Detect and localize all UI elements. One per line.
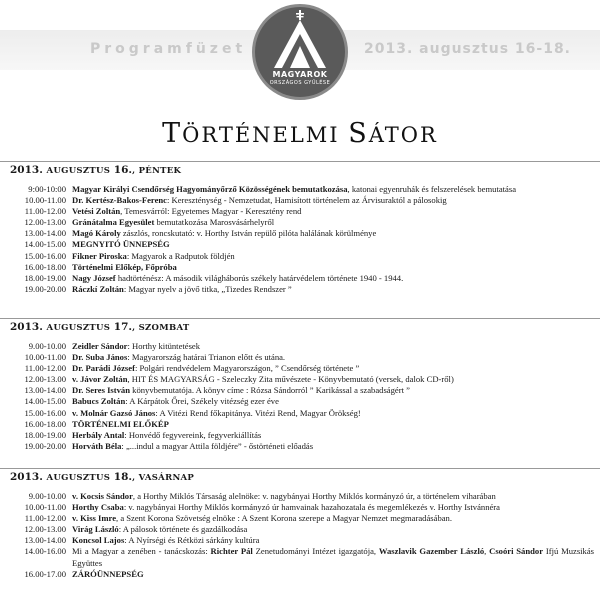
event-dates: 2013. augusztus 16-18.: [364, 41, 572, 57]
time-slot: 18.00-19.00: [24, 272, 66, 283]
schedule-item: [0, 239, 600, 250]
time-slot: 16.00-18.00: [24, 418, 66, 429]
time-slot: 9.00-10.00: [28, 491, 66, 501]
item-description: TÖRTÉNELMI ELŐKÉP: [72, 418, 169, 429]
schedule-item: [0, 251, 600, 262]
schedule-item: [0, 502, 600, 513]
item-description: Herbály Antal: Honvédő fegyvereink, fegyverkiállítás: [72, 429, 262, 440]
time-slot: 12.00-13.00: [24, 524, 66, 535]
schedule-item: [0, 374, 600, 385]
day-divider: [0, 318, 600, 319]
time-slot: 12.00-13.00: [24, 217, 66, 228]
item-description: Történelmi Előkép, Főpróba: [72, 261, 177, 272]
time-slot: 13.00-14.00: [24, 385, 66, 396]
schedule-item: [0, 363, 600, 374]
time-slot: 9.00-10.00: [28, 341, 66, 351]
time-slot: 14.00-15.00: [24, 396, 66, 407]
time-slot: 10.00-11.00: [24, 195, 66, 206]
time-slot: 13.00-14.00: [24, 535, 66, 546]
day-heading: 2013. AUGUSZTUS 16., PÉNTEK: [10, 164, 182, 176]
schedule-item: [0, 524, 600, 535]
time-slot: 12.00-13.00: [24, 374, 66, 385]
item-description: v. Molnár Gazsó János: A Vitézi Rend főkapitánya. Vitézi Rend, Magyar Örökség!: [72, 407, 361, 418]
item-description: Fikner Piroska: Magyarok a Radputok földjén: [72, 250, 235, 261]
program-label: Programfüzet: [90, 41, 247, 57]
item-description: Nagy József hadtörténész: A második világháborús székely határvédelem története 1940 - 1944.: [72, 272, 404, 283]
schedule-item: [0, 491, 600, 502]
schedule-list: [0, 491, 600, 580]
time-slot: 11.00-12.00: [24, 363, 66, 374]
time-slot: 13.00-14.00: [24, 228, 66, 239]
item-description: ZÁRÓÜNNEPSÉG: [72, 568, 144, 579]
time-slot: 11.00-12.00: [24, 206, 66, 217]
logo-text: MAGYAROK: [272, 70, 328, 79]
time-slot: 10.00-11.00: [24, 352, 66, 363]
schedule-list: [0, 184, 600, 295]
schedule-item: [0, 385, 600, 396]
item-description: Mi a Magyar a zenében - tanácskozás: Richter Pál Zenetudományi Intézet igazgatója, Waszlavik Gazember László, Csoóri Sándor Ifjú Muzsikás Együttes: [72, 546, 595, 568]
item-description: Dr. Parádi József: Polgári rendvédelem Magyarországon, ” Csendőrség története ”: [72, 363, 360, 374]
item-description: Zeidler Sándor: Horthy kitüntetések: [72, 341, 201, 351]
item-description: Magó Károly zászlós, roncskutató: v. Horthy István repülő pilóta halálának körülménye: [72, 228, 377, 239]
schedule-list: [0, 341, 600, 452]
time-slot: 19.00-20.00: [24, 283, 66, 294]
item-description: v. Kiss Imre, a Szent Korona Szövetség elnöke : A Szent Korona szerepe a Magyar Nemzet megmaradásában.: [72, 513, 453, 524]
time-slot: 15.00-16.00: [24, 407, 66, 418]
schedule-item: [0, 535, 600, 546]
schedule-item: [0, 441, 600, 452]
schedule-item: [0, 546, 600, 568]
schedule-item: [0, 341, 600, 352]
schedule-item: [0, 352, 600, 363]
time-slot: 14.00-16.00: [24, 546, 66, 557]
time-slot: 9:00-10:00: [28, 184, 66, 194]
item-description: Virág László: A pálosok története és gazdálkodása: [72, 524, 248, 535]
time-slot: 15.00-16.00: [24, 250, 66, 261]
schedule-item: [0, 284, 600, 295]
item-description: Koncsol Lajos: A Nyírségi és Rétközi sárkány kultúra: [72, 535, 260, 546]
item-description: Magyar Királyi Csendőrség Hagyományőrző Közösségének bemutatkozása, katonai egyenruhák és felszerelések bemutatása: [72, 184, 517, 194]
schedule-item: [0, 262, 600, 273]
schedule-item: [0, 569, 600, 580]
schedule-item: [0, 217, 600, 228]
magyarok-logo-icon: [250, 2, 350, 102]
logo-subtext: ORSZÁGOS GYŰLÉSE: [269, 80, 331, 86]
schedule-item: [0, 184, 600, 195]
schedule-item: [0, 228, 600, 239]
item-description: Dr. Suba János: Magyarország határai Trianon előtt és utána.: [72, 352, 286, 363]
time-slot: 10.00-11.00: [24, 502, 66, 513]
day-divider: [0, 468, 600, 469]
day-heading: 2013. AUGUSZTUS 18., VASÁRNAP: [10, 471, 195, 483]
item-description: v. Jávor Zoltán, HIT ÉS MAGYARSÁG - Szeleczky Zita művészete - Könyvbemutató (versek, dalok CD-ről): [72, 374, 454, 385]
schedule-item: [0, 396, 600, 407]
header: [0, 0, 600, 110]
item-description: v. Kocsis Sándor, a Horthy Miklós Társaság alelnöke: v. nagybányai Horthy Miklós kormányzó úr, a történelem viharában: [72, 491, 496, 501]
schedule-item: [0, 513, 600, 524]
time-slot: 11.00-12.00: [24, 513, 66, 524]
schedule-item: [0, 430, 600, 441]
item-description: Dr. Seres István könyvbemutatója. A könyv címe : Rózsa Sándorról ” Karikással a szabadságért ”: [72, 385, 410, 396]
item-description: Horthy Csaba: v. nagybányai Horthy Miklós kormányzó úr hamvainak hazahozatala és megemlékezés v. Horthy Istvánnéra: [72, 502, 500, 513]
item-description: Ráczkí Zoltán: Magyar nyelv a jövő titka, „Tizedes Rendszer ”: [72, 283, 292, 294]
item-description: Vetési Zoltán, Temesvárról: Egyetemes Magyar - Keresztény rend: [72, 206, 302, 217]
item-description: Gránátalma Egyesület bemutatkozása Marosvásárhelyről: [72, 217, 275, 228]
schedule-item: [0, 408, 600, 419]
time-slot: 19.00-20.00: [24, 440, 66, 451]
item-description: Dr. Kertész-Bakos-Ferenc: Kereszténység - Nemzetudat, Hamisított történelem az Árvisuraktól a pálosokig: [72, 195, 447, 206]
page-title: TÖRTÉNELMI SÁTOR: [162, 118, 438, 149]
schedule-item: [0, 273, 600, 284]
schedule-item: [0, 195, 600, 206]
time-slot: 16.00-17.00: [24, 568, 66, 579]
item-description: Babucs Zoltán: A Kárpátok Őrei, Székely vitézség ezer éve: [72, 396, 279, 407]
time-slot: 14.00-15.00: [24, 239, 66, 250]
time-slot: 16.00-18.00: [24, 261, 66, 272]
schedule-item: [0, 206, 600, 217]
day-heading: 2013. AUGUSZTUS 17., SZOMBAT: [10, 321, 190, 333]
time-slot: 18.00-19.00: [24, 429, 66, 440]
item-description: MEGNYITÓ ÜNNEPSÉG: [72, 239, 170, 250]
day-divider: [0, 161, 600, 162]
schedule-item: [0, 419, 600, 430]
item-description: Horváth Béla: „...indul a magyar Attila földjére” - őstörténeti előadás: [72, 440, 314, 451]
